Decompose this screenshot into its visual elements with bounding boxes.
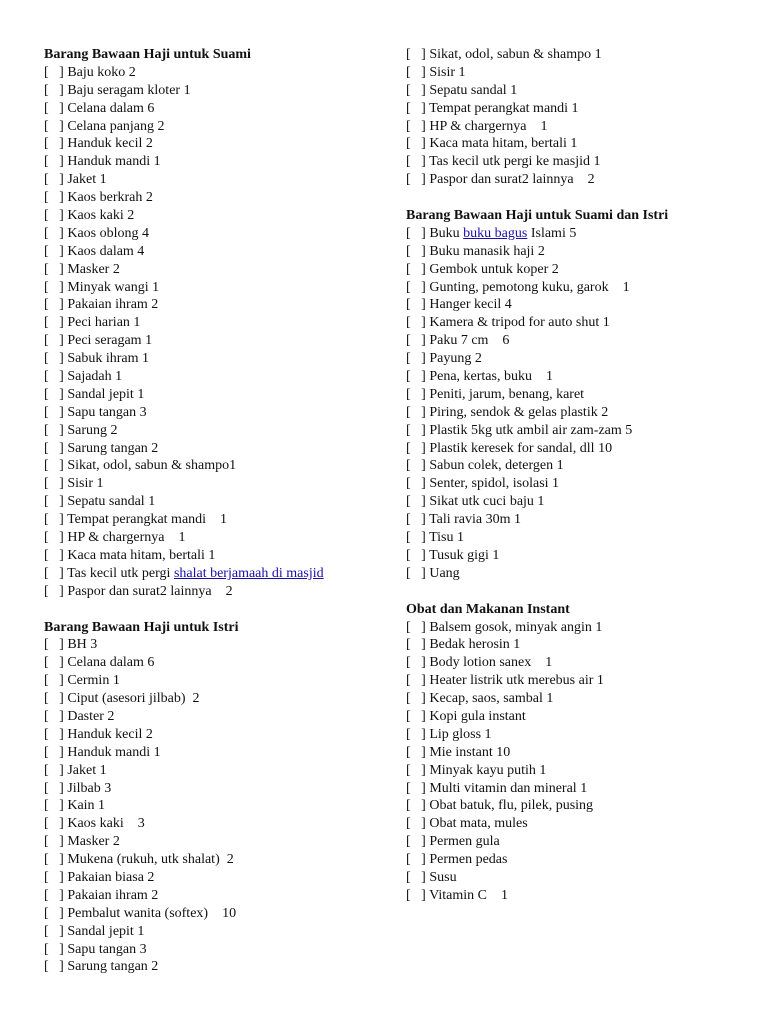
checkbox-bracket: [ ]	[44, 726, 64, 742]
checklist-item	[44, 279, 394, 297]
checkbox-bracket: [ ]	[406, 404, 426, 420]
checkbox-bracket: [ ]	[44, 583, 64, 599]
checkbox-bracket: [ ]	[44, 905, 64, 921]
checkbox-bracket: [ ]	[406, 422, 426, 438]
checklist-item	[406, 368, 756, 386]
checkbox-bracket: [ ]	[406, 458, 426, 474]
checklist-item	[406, 386, 756, 404]
checklist-item	[44, 672, 394, 690]
checkbox-bracket: [ ]	[44, 565, 64, 581]
item-text: Body lotion sanex 1	[429, 655, 553, 671]
item-text: Minyak kayu putih 1	[429, 762, 547, 778]
item-text: Masker 2	[67, 834, 120, 850]
checkbox-bracket: [ ]	[44, 225, 64, 241]
checklist-item	[406, 332, 756, 350]
item-text: Balsem gosok, minyak angin 1	[429, 619, 603, 635]
checkbox-bracket: [ ]	[44, 530, 64, 546]
checkbox-bracket: [ ]	[44, 440, 64, 456]
item-text: Tas kecil utk pergi	[67, 565, 174, 581]
checklist-item	[44, 762, 394, 780]
checkbox-bracket: [ ]	[406, 225, 426, 241]
item-text: Kaos oblong 4	[67, 225, 149, 241]
checkbox-bracket: [ ]	[44, 82, 64, 98]
checkbox-bracket: [ ]	[44, 816, 64, 832]
checklist-item	[44, 457, 394, 475]
checklist-item	[406, 135, 756, 153]
item-text: Kain 1	[67, 798, 106, 814]
checklist-item	[406, 171, 756, 189]
checklist-item	[44, 869, 394, 887]
checklist-item	[44, 261, 394, 279]
item-text: Paspor dan surat2 lainnya 2	[429, 172, 595, 188]
checkbox-bracket: [ ]	[44, 458, 64, 474]
checkbox-bracket: [ ]	[406, 64, 426, 80]
item-text: Bedak herosin 1	[429, 637, 521, 653]
checklist-item	[44, 529, 394, 547]
item-text-suffix: Islami 5	[527, 225, 577, 241]
item-text: Tas kecil utk pergi ke masjid 1	[429, 154, 601, 170]
checkbox-bracket: [ ]	[44, 333, 64, 349]
checklist-item	[406, 153, 756, 171]
checklist-item	[406, 100, 756, 118]
checklist-item	[406, 64, 756, 82]
checklist-item	[406, 225, 756, 243]
checklist-item	[406, 780, 756, 798]
item-text: Obat batuk, flu, pilek, pusing	[429, 798, 594, 814]
checklist-item	[44, 583, 394, 601]
checklist-item	[406, 118, 756, 136]
item-text: Buku	[429, 225, 464, 241]
item-text: Peci seragam 1	[67, 333, 153, 349]
checklist-item	[406, 869, 756, 887]
checkbox-bracket: [ ]	[406, 100, 426, 116]
item-text: Pakaian ihram 2	[67, 297, 159, 313]
checklist-item	[406, 565, 756, 583]
checkbox-bracket: [ ]	[406, 691, 426, 707]
checkbox-bracket: [ ]	[406, 780, 426, 796]
item-text: Handuk mandi 1	[67, 154, 161, 170]
checkbox-bracket: [ ]	[44, 208, 64, 224]
checkbox-bracket: [ ]	[406, 261, 426, 277]
checkbox-bracket: [ ]	[406, 136, 426, 152]
checklist-item	[406, 404, 756, 422]
checkbox-bracket: [ ]	[406, 834, 426, 850]
item-text: Piring, sendok & gelas plastik 2	[429, 404, 609, 420]
item-text: Sarung 2	[67, 422, 118, 438]
checkbox-bracket: [ ]	[44, 64, 64, 80]
checkbox-bracket: [ ]	[44, 673, 64, 689]
checklist-item	[44, 386, 394, 404]
checkbox-bracket: [ ]	[44, 136, 64, 152]
checklist-item	[44, 332, 394, 350]
checklist-item	[44, 493, 394, 511]
checklist-section	[406, 207, 756, 583]
checkbox-bracket: [ ]	[44, 852, 64, 868]
checkbox-bracket: [ ]	[44, 118, 64, 134]
section-title: Barang Bawaan Haji untuk Suami	[44, 47, 251, 62]
item-text: Senter, spidol, isolasi 1	[429, 476, 560, 492]
item-text: Susu	[429, 869, 457, 885]
checkbox-bracket: [ ]	[44, 941, 64, 957]
checkbox-bracket: [ ]	[406, 726, 426, 742]
checklist-item	[44, 64, 394, 82]
item-text: Lip gloss 1	[429, 726, 492, 742]
item-text: Sarung tangan 2	[67, 959, 159, 975]
item-text: Jaket 1	[67, 762, 107, 778]
checkbox-bracket: [ ]	[406, 798, 426, 814]
checklist-item	[44, 82, 394, 100]
checklist-item	[44, 314, 394, 332]
buku-bagus-link[interactable]: buku bagus	[463, 225, 528, 241]
checklist-item	[406, 833, 756, 851]
checkbox-bracket: [ ]	[406, 172, 426, 188]
checklist-item	[44, 296, 394, 314]
checklist-item	[44, 726, 394, 744]
checkbox-bracket: [ ]	[44, 100, 64, 116]
item-text: Tempat perangkat mandi 1	[429, 100, 579, 116]
checklist-item	[44, 744, 394, 762]
checkbox-bracket: [ ]	[44, 798, 64, 814]
checkbox-bracket: [ ]	[406, 852, 426, 868]
item-text: Pembalut wanita (softex) 10	[67, 905, 237, 921]
checkbox-bracket: [ ]	[406, 512, 426, 528]
checkbox-bracket: [ ]	[44, 708, 64, 724]
item-text: Tali ravia 30m 1	[429, 512, 522, 528]
shalat-berjamaah-di-masjid-link[interactable]: shalat berjamaah di masjid	[173, 565, 324, 581]
item-text: Ciput (asesori jilbab) 2	[67, 691, 200, 707]
checklist-item	[44, 958, 394, 976]
item-text: Permen gula	[429, 834, 500, 850]
item-text: Sandal jepit 1	[67, 923, 145, 939]
checklist-item	[406, 511, 756, 529]
checkbox-bracket: [ ]	[406, 869, 426, 885]
checklist-item	[406, 887, 756, 905]
item-text: Minyak wangi 1	[67, 279, 160, 295]
checkbox-bracket: [ ]	[44, 959, 64, 975]
checkbox-bracket: [ ]	[406, 297, 426, 313]
item-text: Peniti, jarum, benang, karet	[429, 386, 585, 402]
checklist-item	[406, 243, 756, 261]
checklist-item	[44, 368, 394, 386]
checkbox-bracket: [ ]	[406, 243, 426, 259]
checkbox-bracket: [ ]	[406, 315, 426, 331]
checkbox-bracket: [ ]	[406, 47, 426, 62]
checkbox-bracket: [ ]	[44, 279, 64, 295]
checklist-section	[406, 601, 756, 905]
item-text: Kaos kaki 3	[67, 816, 145, 832]
checkbox-bracket: [ ]	[44, 243, 64, 259]
item-text: Sikat, odol, sabun & shampo1	[67, 458, 237, 474]
checklist-item	[44, 207, 394, 225]
checkbox-bracket: [ ]	[44, 691, 64, 707]
item-text: Peci harian 1	[67, 315, 141, 331]
checkbox-bracket: [ ]	[406, 440, 426, 456]
item-text: Celana dalam 6	[67, 655, 155, 671]
checklist-item	[44, 833, 394, 851]
checklist-item	[44, 690, 394, 708]
section-title: Obat dan Makanan Instant	[406, 601, 570, 617]
item-text: Kaos kaki 2	[67, 208, 135, 224]
item-text: Pakaian biasa 2	[67, 869, 155, 885]
checklist-item	[406, 797, 756, 815]
item-text: Kaos dalam 4	[67, 243, 145, 259]
checkbox-bracket: [ ]	[44, 512, 64, 528]
checklist-item	[406, 46, 756, 64]
checkbox-bracket: [ ]	[406, 476, 426, 492]
checklist-item	[406, 422, 756, 440]
checklist-item	[406, 672, 756, 690]
checklist-section	[44, 619, 394, 977]
checklist-item	[44, 440, 394, 458]
item-text: HP & chargernya 1	[429, 118, 548, 134]
checklist-item	[44, 797, 394, 815]
checklist-section	[44, 46, 394, 601]
checkbox-bracket: [ ]	[406, 887, 426, 903]
checkbox-bracket: [ ]	[44, 351, 64, 367]
checkbox-bracket: [ ]	[406, 637, 426, 653]
checklist-item	[406, 261, 756, 279]
item-text: Baju seragam kloter 1	[67, 82, 191, 98]
checklist-section	[406, 46, 756, 189]
item-text: Tusuk gigi 1	[429, 547, 500, 563]
checkbox-bracket: [ ]	[44, 655, 64, 671]
item-text: Kecap, saos, sambal 1	[429, 691, 554, 707]
checkbox-bracket: [ ]	[406, 494, 426, 510]
checklist-item	[44, 171, 394, 189]
item-text: Sepatu sandal 1	[429, 82, 518, 98]
item-text: Mie instant 10	[429, 744, 511, 760]
checkbox-bracket: [ ]	[44, 887, 64, 903]
item-text: Sapu tangan 3	[67, 941, 147, 957]
item-text: Jilbab 3	[67, 780, 112, 796]
checkbox-bracket: [ ]	[406, 351, 426, 367]
checkbox-bracket: [ ]	[44, 476, 64, 492]
item-text: Kaca mata hitam, bertali 1	[67, 547, 216, 563]
checklist-item	[406, 493, 756, 511]
checkbox-bracket: [ ]	[406, 816, 426, 832]
item-text: Sisir 1	[429, 64, 466, 80]
item-text: Cermin 1	[67, 673, 120, 689]
checklist-item	[406, 547, 756, 565]
item-text: Sarung tangan 2	[67, 440, 159, 456]
checklist-item	[406, 279, 756, 297]
checklist-item	[44, 225, 394, 243]
checklist-item	[44, 422, 394, 440]
checkbox-bracket: [ ]	[44, 154, 64, 170]
item-text: Plastik keresek for sandal, dll 10	[429, 440, 613, 456]
checkbox-bracket: [ ]	[406, 547, 426, 563]
checklist-item	[44, 887, 394, 905]
item-text: Permen pedas	[429, 852, 508, 868]
checklist-item	[406, 708, 756, 726]
item-text: Buku manasik haji 2	[429, 243, 545, 259]
item-text: Kaos berkrah 2	[67, 190, 153, 206]
checklist-item	[406, 314, 756, 332]
checkbox-bracket: [ ]	[44, 404, 64, 420]
item-text: Hanger kecil 4	[429, 297, 512, 313]
checkbox-bracket: [ ]	[406, 619, 426, 635]
checkbox-bracket: [ ]	[44, 547, 64, 563]
item-text: Pena, kertas, buku 1	[429, 369, 553, 385]
item-text: Sisir 1	[67, 476, 104, 492]
checkbox-bracket: [ ]	[406, 154, 426, 170]
item-text: Handuk mandi 1	[67, 744, 161, 760]
checklist-item	[406, 690, 756, 708]
checklist-item	[406, 440, 756, 458]
checkbox-bracket: [ ]	[406, 279, 426, 295]
item-text: Payung 2	[429, 351, 482, 367]
item-text: Sapu tangan 3	[67, 404, 147, 420]
item-text: Handuk kecil 2	[67, 726, 153, 742]
checklist-item	[44, 100, 394, 118]
checkbox-bracket: [ ]	[406, 673, 426, 689]
item-text: HP & chargernya 1	[67, 530, 186, 546]
checkbox-bracket: [ ]	[44, 386, 64, 402]
checkbox-bracket: [ ]	[406, 655, 426, 671]
item-text: Gembok untuk koper 2	[429, 261, 559, 277]
item-text: Jaket 1	[67, 172, 107, 188]
item-text: Sikat, odol, sabun & shampo 1	[429, 47, 602, 62]
checkbox-bracket: [ ]	[44, 834, 64, 850]
checkbox-bracket: [ ]	[44, 780, 64, 796]
checklist-item	[406, 296, 756, 314]
checkbox-bracket: [ ]	[406, 369, 426, 385]
checklist-item	[44, 654, 394, 672]
checkbox-bracket: [ ]	[406, 82, 426, 98]
checklist-item	[44, 189, 394, 207]
item-text: Gunting, pemotong kuku, garok 1	[429, 279, 630, 295]
item-text: BH 3	[67, 637, 98, 653]
checkbox-bracket: [ ]	[44, 869, 64, 885]
checklist-item	[406, 636, 756, 654]
item-text: Heater listrik utk merebus air 1	[429, 673, 604, 689]
checklist-item	[406, 475, 756, 493]
item-text: Vitamin C 1	[429, 887, 508, 903]
checklist-item	[406, 744, 756, 762]
checklist-item	[406, 619, 756, 637]
item-text: Kamera & tripod for auto shut 1	[429, 315, 610, 331]
checklist-item	[44, 243, 394, 261]
item-text: Uang	[429, 565, 460, 581]
item-text: Pakaian ihram 2	[67, 887, 159, 903]
checkbox-bracket: [ ]	[406, 762, 426, 778]
checklist-item	[44, 851, 394, 869]
checkbox-bracket: [ ]	[44, 422, 64, 438]
checklist-item	[44, 815, 394, 833]
checkbox-bracket: [ ]	[44, 297, 64, 313]
checklist-item	[44, 708, 394, 726]
checklist-item	[406, 529, 756, 547]
checklist-item	[44, 923, 394, 941]
checklist-item	[406, 815, 756, 833]
checkbox-bracket: [ ]	[44, 762, 64, 778]
checkbox-bracket: [ ]	[44, 744, 64, 760]
checkbox-bracket: [ ]	[406, 386, 426, 402]
item-text: Celana panjang 2	[67, 118, 165, 134]
checklist-item	[44, 404, 394, 422]
checkbox-bracket: [ ]	[44, 637, 64, 653]
item-text: Paspor dan surat2 lainnya 2	[67, 583, 233, 599]
checklist-item	[406, 762, 756, 780]
checkbox-bracket: [ ]	[406, 118, 426, 134]
checkbox-bracket: [ ]	[406, 565, 426, 581]
checkbox-bracket: [ ]	[44, 190, 64, 206]
checklist-item	[406, 82, 756, 100]
checklist-item	[44, 547, 394, 565]
item-text: Tisu 1	[429, 530, 464, 546]
checkbox-bracket: [ ]	[44, 369, 64, 385]
item-text: Kopi gula instant	[429, 708, 526, 724]
item-text: Sabuk ihram 1	[67, 351, 149, 367]
item-text: Mukena (rukuh, utk shalat) 2	[67, 852, 234, 868]
checklist-item	[44, 905, 394, 923]
checklist-item	[44, 941, 394, 959]
checkbox-bracket: [ ]	[44, 923, 64, 939]
section-title: Barang Bawaan Haji untuk Suami dan Istri	[406, 208, 669, 224]
section-title: Barang Bawaan Haji untuk Istri	[44, 619, 239, 635]
checkbox-bracket: [ ]	[406, 530, 426, 546]
right-column	[406, 46, 756, 905]
item-text: Baju koko 2	[67, 64, 136, 80]
checklist-item	[44, 350, 394, 368]
item-text: Celana dalam 6	[67, 100, 155, 116]
checklist-item	[406, 851, 756, 869]
checkbox-bracket: [ ]	[406, 708, 426, 724]
left-column	[44, 46, 394, 976]
checkbox-bracket: [ ]	[406, 333, 426, 349]
checkbox-bracket: [ ]	[44, 315, 64, 331]
item-text: Multi vitamin dan mineral 1	[429, 780, 588, 796]
checklist-item	[44, 780, 394, 798]
checklist-item	[44, 636, 394, 654]
checklist-item	[406, 350, 756, 368]
item-text: Sabun colek, detergen 1	[429, 458, 564, 474]
item-text: Handuk kecil 2	[67, 136, 153, 152]
checklist-item	[44, 135, 394, 153]
checklist-item	[44, 511, 394, 529]
item-text: Sajadah 1	[67, 369, 123, 385]
item-text: Sandal jepit 1	[67, 386, 145, 402]
checkbox-bracket: [ ]	[44, 172, 64, 188]
checklist-item	[406, 726, 756, 744]
item-text: Sikat utk cuci baju 1	[429, 494, 545, 510]
item-text: Kaca mata hitam, bertali 1	[429, 136, 578, 152]
checkbox-bracket: [ ]	[44, 494, 64, 510]
checklist-item	[406, 654, 756, 672]
checklist-item	[44, 118, 394, 136]
item-text: Masker 2	[67, 261, 120, 277]
checkbox-bracket: [ ]	[406, 744, 426, 760]
item-text: Obat mata, mules	[429, 816, 528, 832]
item-text: Daster 2	[67, 708, 115, 724]
checklist-item	[44, 153, 394, 171]
checklist-item	[44, 475, 394, 493]
item-text: Sepatu sandal 1	[67, 494, 156, 510]
item-text: Paku 7 cm 6	[429, 333, 510, 349]
checklist-item	[406, 457, 756, 475]
checkbox-bracket: [ ]	[44, 261, 64, 277]
checklist-item	[44, 565, 394, 583]
item-text: Plastik 5kg utk ambil air zam-zam 5	[429, 422, 633, 438]
item-text: Tempat perangkat mandi 1	[67, 512, 228, 528]
